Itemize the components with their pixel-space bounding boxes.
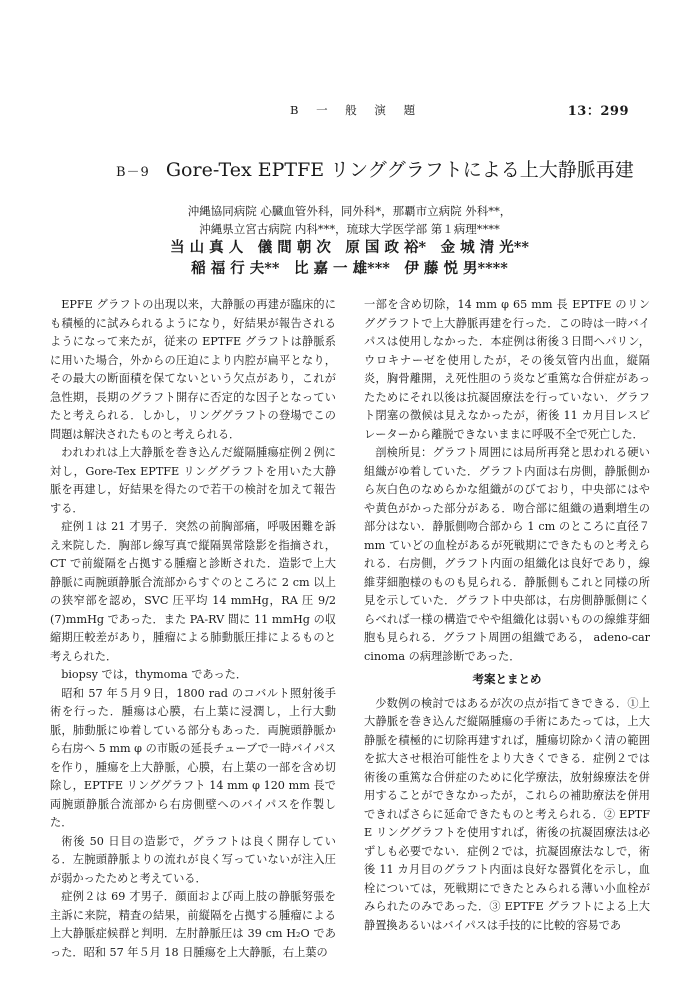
authors-line-1: 当 山 真 人 儀 間 朝 次 原 国 政 裕* 金 城 清 光**	[170, 239, 529, 256]
paragraph: 症例２は 69 才男子．顔面および両上肢の静脈努張を主訴に来院，精査の結果，前縦隔を占拠する腫瘤による上大静脈症候群と判明．左肘静脈圧は 39 cm H₂O であった．昭和 57 年５月 18 日腫瘍を上大静脈，右上葉の	[50, 890, 336, 959]
affiliation-line-1: 沖縄協同病院 心臓血管外科，同外科*，那覇市立病院 外科**，	[187, 204, 512, 218]
paragraph: EPFE グラフトの出現以来，大静脈の再建が臨床的にも積極的に試みられるようになり，好結果が報告されるようになって来たが，従来の EPTFE グラフトは静脈系に用いた場合，外からの圧迫により内腔が扁平となり，その最大の断面積を保てないという欠点があり，これが急性期，長期のグラフト開存に否定的な因子となっていたと考えられる．しかし，リンググラフトの登場でこの問題は解決されたものと考えられる．	[50, 298, 336, 441]
paragraph: われわれは上大静脈を巻き込んだ縦隔腫瘍症例２例に対し，Gore-Tex EPTFE リンググラフトを用いた大静脈を再建し，好結果を得たので若干の検討を加えて報告する．	[50, 446, 336, 515]
article-title	[116, 155, 634, 182]
section-header: B 一 般 演 題	[290, 103, 423, 117]
paragraph: 症例１は 21 才男子．突然の前胸部痛，呼吸困難を訴え来院した．胸部レ線写真で縦隔異常陰影を指摘され，CT で前縦隔を占拠する腫瘤と診断された．造影で上大静脈に両腕頭静脈合流部からすぐのところに 2 cm 以上の狭窄部を認め，SVC 圧平均 14 mmHg，RA 圧 9/2 (7)mmHg であった．また PA-RV 間に 11 mmHg の収縮期圧較差があり，腫瘤による肺動脈圧排によるものと考えられた．	[50, 520, 336, 663]
authors-line-2: 稲 福 行 夫** 比 嘉 一 雄*** 伊 藤 悦 男****	[191, 260, 508, 277]
section-heading: 考案とまとめ	[472, 672, 542, 686]
paragraph: 昭和 57 年５月９日，1800 rad のコバルト照射後手術を行った．腫瘍は心膜，右上葉に浸潤し，上行大動脈，肺動脈にゆ着している部分もあった．両腕頭静脈から右房へ 5 mm φ の市販の延長チューブで一時バイパスを作り，腫瘍を上大静脈，心膜，右上葉の一部を含め切除し，EPTFE リンググラフト 14 mm φ 120 mm 長で両腕頭静脈合流部から右房側壁へのバイパスを作製した．	[50, 686, 336, 829]
left-column	[50, 296, 336, 962]
paragraph: 剖検所見：グラフト周囲には局所再発と思われる硬い組織がゆ着していた．グラフト内面は右房側，静脈側から灰白色のなめらかな組織がのびており，中央部にはやや黄色がかった部分がある．吻合部に組織の過剰増生の部分はない．静脈側吻合部から 1 cm のところに直径７mm ていどの血栓があるが死戦期にできたものと考えられる．右房側，グラフト内面の組織化は良好であり，線維芽細胞様のものも見られる．静脈側もこれと同様の所見を示していた．グラフト中央部は，右房側静脈側にくらべれば一様の構造でやや組織化は弱いものの線維芽細胞も見られる．グラフト周囲の組織である， adeno-carcinoma の病理診断であった．	[364, 446, 650, 663]
affiliation-line-2: 沖縄県立宮古病院 内科***，琉球大学医学部 第１病理****	[199, 222, 500, 236]
title-number: B－9	[116, 165, 150, 180]
paragraph: biopsy では，thymoma であった．	[61, 668, 248, 681]
paragraph: 術後 50 日目の造影で，グラフトは良く開存している．左腕頭静脈よりの流れが良く写っていないが注入圧が弱かったためと考えている．	[50, 834, 336, 885]
paragraph: 一部を含め切除，14 mm φ 65 mm 長 EPTFE のリンググラフトで上大静脈再建を行った．この時は一時バイパスは使用しなかった．本症例は術後３日間へパリン，ウロキナーゼを使用したが，その後気管内出血，縦隔炎，胸骨離開，え死性胆のう炎など重篤な合併症があったためにそれ以後は抗凝固療法を行っていない．グラフト閉塞の徴候は見えなかったが，術後 11 カ月目レスピレーターから離脱できないままに呼吸不全で死亡した．	[364, 298, 650, 441]
right-column	[364, 296, 650, 935]
title-text: Gore-Tex EPTFE リンググラフトによる上大静脈再建	[165, 159, 634, 181]
page-number: 13：299	[567, 104, 629, 119]
paragraph: 少数例の検討ではあるが次の点が指てきできる．①上大静脈を巻き込んだ縦隔腫瘍の手術にあたっては，上大静脈を積極的に切除再建すれば，腫瘍切除かく清の範囲を拡大させ根治可能性をより大きくできる．症例２では術後の重篤な合併症のために化学療法，放射線療法を併用することができなかったが，これらの補助療法を併用できればさらに延命できたものと考えられる．② EPTFE リンググラフトを使用すれば，術後の抗凝固療法は必ずしも必要でない．症例２では，抗凝固療法なしで，術後 11 カ月目のグラフト内面は良好な器質化を示し，血栓については，死戦期にできたとみられる薄い小血栓がみられたのみであった．③ EPTFE グラフトによる上大静置換あるいはバイパスは手技的に比較的容易であ	[364, 696, 650, 932]
